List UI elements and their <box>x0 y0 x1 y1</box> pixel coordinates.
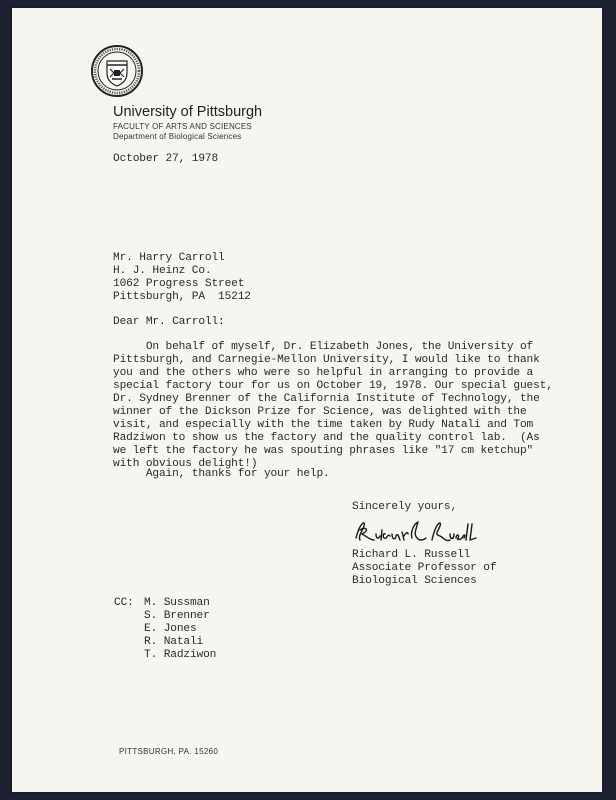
signer-title-line-1: Associate Professor of <box>352 562 497 574</box>
cc-name: T. Radziwon <box>144 649 217 661</box>
cc-name: M. Sussman <box>144 597 210 609</box>
body-line: Dr. Sydney Brenner of the California Institute of Technology, the <box>113 393 540 405</box>
salutation: Dear Mr. Carroll: <box>113 316 225 328</box>
recipient-street: 1062 Progress Street <box>113 278 245 290</box>
cc-name: S. Brenner <box>144 610 210 622</box>
university-seal-icon <box>90 44 144 98</box>
letter-page <box>12 8 602 792</box>
footer-address: PITTSBURGH, PA. 15260 <box>119 747 219 756</box>
body-line: winner of the Dickson Prize for Science, was delighted with the <box>113 406 527 418</box>
recipient-city: Pittsburgh, PA 15212 <box>113 291 251 303</box>
body-line: we left the factory he was spouting phrases like "17 cm ketchup" <box>113 445 534 457</box>
recipient-name: Mr. Harry Carroll <box>113 252 225 264</box>
body-line: visit, and especially with the time taken by Rudy Natali and Tom <box>113 419 534 431</box>
body-line: you and the others who were so helpful in arranging to provide a <box>113 367 534 379</box>
department-name: Department of Biological Sciences <box>113 132 242 141</box>
university-name: University of Pittsburgh <box>113 104 263 120</box>
body-line: On behalf of myself, Dr. Elizabeth Jones, the University of <box>113 341 534 353</box>
body-paragraph-2: Again, thanks for your help. <box>113 468 330 480</box>
faculty-name: FACULTY OF ARTS AND SCIENCES <box>113 122 252 131</box>
body-line: Pittsburgh, and Carnegie-Mellon University, I would like to thank <box>113 354 540 366</box>
signer-name: Richard L. Russell <box>352 549 471 561</box>
cc-name: R. Natali <box>144 636 204 648</box>
body-line: with obvious delight!) <box>113 458 258 470</box>
signer-title-line-2: Biological Sciences <box>352 575 477 587</box>
recipient-company: H. J. Heinz Co. <box>113 265 212 277</box>
handwritten-signature <box>352 516 477 548</box>
valediction: Sincerely yours, <box>352 501 458 513</box>
body-line: special factory tour for us on October 19, 1978. Our special guest, <box>113 380 553 392</box>
body-line: Radziwon to show us the factory and the quality control lab. (As <box>113 432 540 444</box>
cc-label: CC: <box>114 597 134 609</box>
cc-name: E. Jones <box>144 623 197 635</box>
letter-date: October 27, 1978 <box>113 153 219 165</box>
